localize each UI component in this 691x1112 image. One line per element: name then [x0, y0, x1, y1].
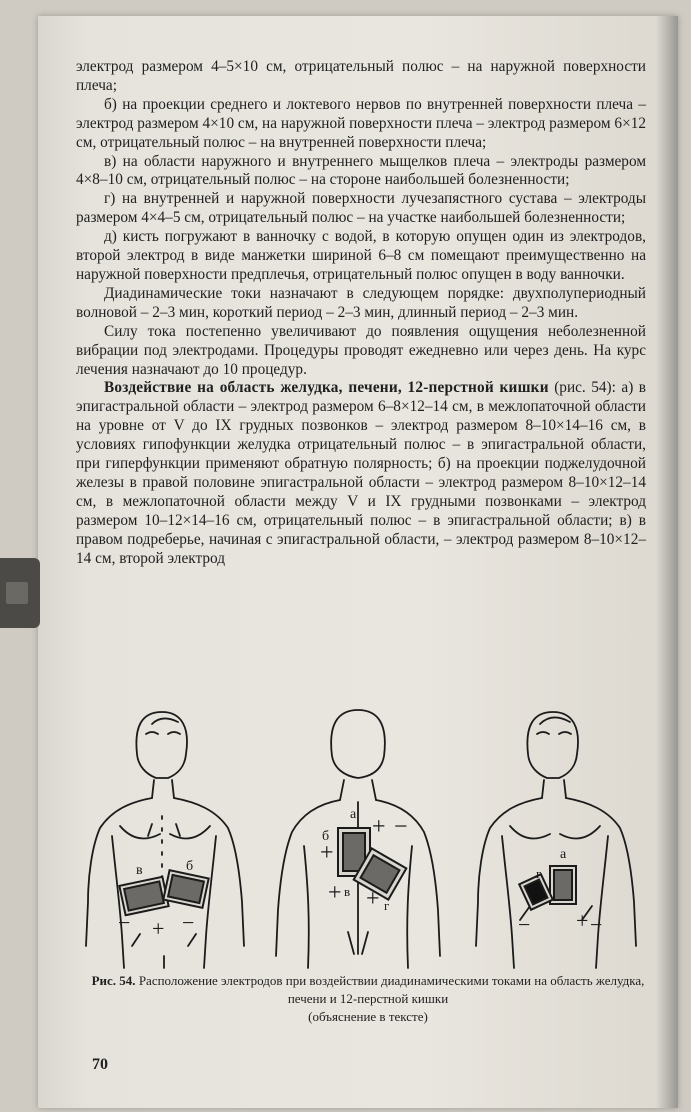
- paragraph: Силу тока постепенно увеличивают до появления ощущения неболезненной вибрации под электродами. Процедуры проводят ежедневно или через день. На курс лечения назначают до 10 процедур.: [76, 322, 646, 378]
- sign-plus: +: [372, 814, 386, 840]
- paragraph: электрод размером 4–5×10 см, отрицательный полюс – на наружной поверхности плеча;: [76, 58, 646, 94]
- sign-minus: −: [182, 910, 195, 935]
- front-torso-figure-2: [476, 712, 636, 968]
- caption-note: (объяснение в тексте): [308, 1009, 428, 1024]
- paragraph: в) на области наружного и внутреннего мыщелков плеча – электроды размером 4×8–10 см, отрицательный полюс – на стороне наибольшей болезненности;: [76, 152, 646, 189]
- sign-plus: +: [576, 908, 589, 933]
- sign-minus: −: [394, 814, 408, 840]
- sign-plus: +: [320, 840, 334, 866]
- section-paragraph: [76, 379, 646, 568]
- section-body: (рис. 54): а) в эпигастральной области – электрод размером 6–8×12–14 см, в межлопаточной области на уровне от V до IX грудных позвонков – электрод размером 8–10×14–16 см, в условиях гипофункции желудка отрицательный полюс – в эпигастральной области, при гиперфункции применяют обратную полярность; б) на проекции поджелудочной железы в правой половине эпигастральной области – электрод размером 8–10×12–14 см, в межлопаточной области между V и IX грудными позвонками – электрод размером 10–12×14–16 см, отрицательный полюс – в эпигастральной области; в) в правом подреберье, начиная с эпигастральной области, – электрод размером 8–10×12–14 см, второй электрод: [76, 379, 647, 567]
- label-a-front2: а: [560, 847, 567, 862]
- sign-minus: −: [590, 912, 603, 937]
- sign-plus: +: [328, 880, 342, 906]
- figure-54-illustration: [82, 706, 652, 972]
- paragraph: г) на внутренней и наружной поверхности лучезапястного сустава – электроды размером 4×4–5 см, отрицательный полюс – на участке наибольшей болезненности;: [76, 190, 646, 227]
- figure-caption: [88, 972, 648, 1026]
- caption-text: Расположение электродов при воздействии диадинамическими токами на область желудка, печени и 12-перстной кишки: [135, 973, 645, 1006]
- front-torso-figure-1: [86, 712, 244, 968]
- body-text: [76, 58, 646, 568]
- sign-minus: −: [118, 910, 131, 935]
- page-gutter-shadow: [656, 16, 678, 1108]
- sign-plus: +: [366, 886, 380, 912]
- paragraph: б) на проекции среднего и локтевого нервов по внутренней поверхности плеча – электрод размером 4×10 см, на наружной поверхности плеча – электрод размером 6×12 см, отрицательный полюс – на внутренней поверхности плеча;: [76, 95, 646, 151]
- label-g-front2: г: [536, 866, 542, 881]
- label-v-back: в: [344, 884, 351, 899]
- label-v-front: в: [136, 863, 143, 878]
- electrode-a-front2-grid: [554, 870, 572, 900]
- label-g-back: г: [384, 898, 390, 913]
- caption-label: Рис. 54.: [91, 973, 136, 988]
- sign-plus: +: [152, 916, 165, 941]
- label-b-front: б: [186, 859, 194, 874]
- page-number: 70: [92, 1056, 108, 1073]
- paragraph: д) кисть погружают в ванночку с водой, в которую опущен один из электродов, второй электрод в виде манжетки шириной 6–8 см помещают преимущественно на наружной поверхности предплечья, отрицательный полюс опущен в воду ванночки.: [76, 228, 646, 283]
- label-a-back: а: [350, 807, 357, 822]
- label-b-back: б: [322, 829, 330, 844]
- page-tab-marker: [0, 558, 40, 628]
- sign-minus: −: [518, 912, 531, 937]
- section-heading: Воздействие на область желудка, печени, 12-перстной кишки: [104, 379, 549, 397]
- paragraph: Диадинамические токи назначают в следующем порядке: двухполупериодный волновой – 2–3 мин, короткий период – 2–3 мин, длинный период – 2–3 мин.: [76, 284, 646, 321]
